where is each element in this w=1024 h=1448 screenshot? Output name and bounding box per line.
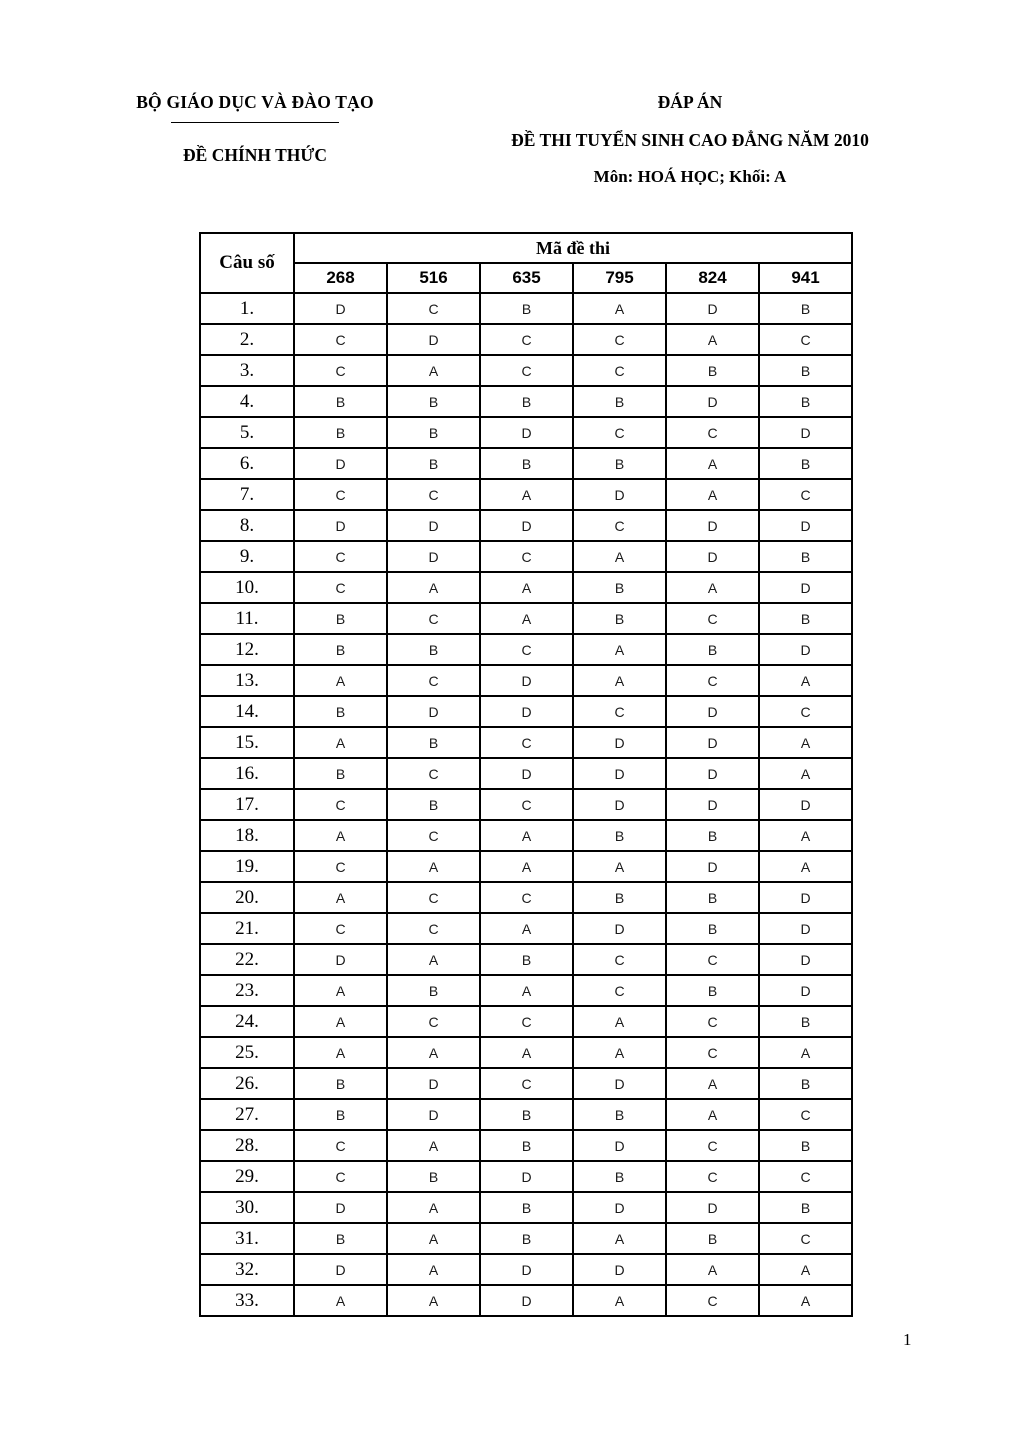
answer-cell: C	[480, 789, 573, 820]
answer-cell: A	[480, 603, 573, 634]
table-row	[200, 386, 852, 417]
answer-cell: B	[759, 1192, 852, 1223]
answer-cell: C	[387, 293, 480, 324]
table-row	[200, 913, 852, 944]
answer-cell: C	[294, 1161, 387, 1192]
answer-cell: D	[294, 293, 387, 324]
answer-cell: D	[573, 1068, 666, 1099]
table-row	[200, 479, 852, 510]
answer-cell: D	[666, 696, 759, 727]
answer-cell: B	[573, 1161, 666, 1192]
question-number: 11.	[200, 603, 294, 634]
answer-cell: D	[387, 324, 480, 355]
answer-cell: C	[759, 1161, 852, 1192]
answer-cell: B	[759, 603, 852, 634]
answer-cell: A	[480, 572, 573, 603]
answer-cell: B	[759, 1130, 852, 1161]
answer-cell: C	[666, 417, 759, 448]
table-row	[200, 882, 852, 913]
answer-cell: D	[387, 1068, 480, 1099]
answer-cell: B	[666, 820, 759, 851]
answer-cell: B	[573, 820, 666, 851]
subject-block-line: Môn: HOÁ HỌC; Khối: A	[593, 167, 787, 186]
table-row	[200, 1192, 852, 1223]
table-row	[200, 665, 852, 696]
answer-cell: B	[759, 448, 852, 479]
answer-cell: C	[759, 696, 852, 727]
answer-cell: C	[480, 634, 573, 665]
question-number: 26.	[200, 1068, 294, 1099]
answer-cell: D	[573, 913, 666, 944]
answer-cell: B	[294, 386, 387, 417]
answer-cell: C	[480, 1068, 573, 1099]
table-row	[200, 975, 852, 1006]
answer-cell: B	[573, 1099, 666, 1130]
answer-cell: C	[666, 1130, 759, 1161]
answer-cell: D	[480, 758, 573, 789]
answer-cell: D	[666, 789, 759, 820]
table-row	[200, 758, 852, 789]
answer-cell: A	[387, 1285, 480, 1316]
table-row	[200, 417, 852, 448]
answer-cell: C	[387, 913, 480, 944]
answer-cell: C	[759, 324, 852, 355]
table-row	[200, 696, 852, 727]
answer-cell: C	[573, 975, 666, 1006]
table-row	[200, 634, 852, 665]
answer-cell: B	[387, 448, 480, 479]
answer-cell: D	[573, 1192, 666, 1223]
question-number: 3.	[200, 355, 294, 386]
answer-cell: D	[666, 851, 759, 882]
ministry-name: BỘ GIÁO DỤC VÀ ĐÀO TẠO	[136, 92, 374, 112]
answer-cell: C	[387, 882, 480, 913]
question-number: 33.	[200, 1285, 294, 1316]
question-number: 10.	[200, 572, 294, 603]
answer-cell: C	[666, 944, 759, 975]
answer-cell: A	[480, 1037, 573, 1068]
table-row	[200, 603, 852, 634]
answer-cell: C	[666, 1037, 759, 1068]
question-number-header: Câu số	[200, 233, 294, 293]
question-number: 24.	[200, 1006, 294, 1037]
answer-cell: A	[666, 1068, 759, 1099]
answer-cell: C	[573, 696, 666, 727]
answer-cell: C	[387, 665, 480, 696]
answer-cell: A	[294, 975, 387, 1006]
answer-cell: A	[387, 1223, 480, 1254]
answer-cell: A	[294, 1285, 387, 1316]
answer-cell: A	[573, 634, 666, 665]
answer-cell: B	[666, 882, 759, 913]
question-number: 14.	[200, 696, 294, 727]
answer-cell: B	[387, 975, 480, 1006]
answer-cell: D	[573, 479, 666, 510]
answer-cell: C	[387, 479, 480, 510]
answer-cell: D	[759, 417, 852, 448]
answer-cell: B	[480, 448, 573, 479]
answer-cell: B	[387, 386, 480, 417]
table-row	[200, 727, 852, 758]
answer-cell: C	[480, 355, 573, 386]
answer-cell: D	[480, 1285, 573, 1316]
answer-cell: A	[759, 1285, 852, 1316]
question-number: 17.	[200, 789, 294, 820]
answer-cell: B	[480, 386, 573, 417]
answer-cell: C	[294, 913, 387, 944]
page-number: 1	[903, 1330, 912, 1349]
answer-cell: C	[480, 882, 573, 913]
answer-cell: D	[480, 1161, 573, 1192]
exam-code-header: 635	[480, 263, 573, 293]
answer-cell: D	[573, 758, 666, 789]
answer-cell: D	[759, 789, 852, 820]
answer-cell: C	[387, 603, 480, 634]
answer-cell: A	[666, 324, 759, 355]
answer-key-table	[199, 232, 853, 1317]
table-row	[200, 1161, 852, 1192]
answer-cell: B	[480, 944, 573, 975]
table-header-row-group	[200, 233, 852, 263]
answer-cell: C	[759, 1099, 852, 1130]
answer-cell: B	[294, 696, 387, 727]
question-number: 22.	[200, 944, 294, 975]
answer-cell: D	[759, 913, 852, 944]
question-number: 15.	[200, 727, 294, 758]
answer-cell: C	[759, 479, 852, 510]
answer-cell: A	[573, 851, 666, 882]
answer-cell: D	[573, 727, 666, 758]
answer-cell: C	[294, 789, 387, 820]
answer-cell: B	[480, 1130, 573, 1161]
answer-cell: C	[759, 1223, 852, 1254]
question-number: 13.	[200, 665, 294, 696]
answer-cell: D	[294, 448, 387, 479]
answer-cell: D	[387, 510, 480, 541]
answer-cell: A	[387, 1130, 480, 1161]
answer-cell: A	[666, 448, 759, 479]
question-number: 28.	[200, 1130, 294, 1161]
answer-cell: D	[573, 1254, 666, 1285]
table-row	[200, 1285, 852, 1316]
answer-cell: C	[573, 355, 666, 386]
answer-cell: B	[294, 603, 387, 634]
question-number: 8.	[200, 510, 294, 541]
answer-cell: A	[387, 572, 480, 603]
answer-cell: C	[573, 417, 666, 448]
answer-cell: D	[666, 510, 759, 541]
answer-cell: B	[294, 1068, 387, 1099]
answer-cell: B	[294, 1099, 387, 1130]
question-number: 7.	[200, 479, 294, 510]
answer-cell: A	[759, 1254, 852, 1285]
table-row	[200, 1254, 852, 1285]
answer-cell: D	[666, 293, 759, 324]
answer-cell: D	[759, 975, 852, 1006]
answer-cell: C	[294, 541, 387, 572]
table-header-row-codes	[200, 263, 852, 293]
answer-cell: B	[480, 293, 573, 324]
table-row	[200, 789, 852, 820]
answer-cell: B	[666, 634, 759, 665]
answer-cell: A	[573, 1223, 666, 1254]
answer-cell: C	[294, 572, 387, 603]
exam-code-header: 824	[666, 263, 759, 293]
answer-cell: B	[387, 789, 480, 820]
answer-cell: B	[387, 634, 480, 665]
answer-cell: C	[573, 510, 666, 541]
answer-cell: B	[294, 1223, 387, 1254]
exam-code-header: 268	[294, 263, 387, 293]
table-row	[200, 541, 852, 572]
answer-cell: C	[294, 324, 387, 355]
answer-cell: B	[759, 541, 852, 572]
answer-cell: C	[480, 324, 573, 355]
answer-cell: A	[759, 665, 852, 696]
question-number: 1.	[200, 293, 294, 324]
table-row	[200, 1068, 852, 1099]
answer-cell: B	[294, 758, 387, 789]
answer-cell: A	[573, 1037, 666, 1068]
answer-cell: A	[759, 820, 852, 851]
answer-cell: B	[294, 634, 387, 665]
table-row	[200, 572, 852, 603]
answer-cell: D	[387, 1099, 480, 1130]
answer-cell: D	[294, 1192, 387, 1223]
answer-cell: A	[294, 820, 387, 851]
answer-cell: A	[759, 1037, 852, 1068]
table-row	[200, 1223, 852, 1254]
question-number: 32.	[200, 1254, 294, 1285]
exam-title: ĐỀ THI TUYỂN SINH CAO ĐẲNG NĂM 2010	[511, 130, 869, 150]
answer-cell: A	[573, 293, 666, 324]
answer-cell: B	[573, 448, 666, 479]
answer-cell: C	[294, 479, 387, 510]
answer-cell: C	[387, 820, 480, 851]
question-number: 6.	[200, 448, 294, 479]
answer-cell: B	[573, 386, 666, 417]
answer-cell: B	[759, 293, 852, 324]
answer-cell: D	[480, 665, 573, 696]
answer-cell: B	[573, 603, 666, 634]
answer-cell: D	[480, 417, 573, 448]
answer-cell: A	[759, 727, 852, 758]
answer-cell: B	[759, 386, 852, 417]
answer-cell: C	[573, 324, 666, 355]
table-row	[200, 1130, 852, 1161]
answer-cell: B	[573, 572, 666, 603]
answer-cell: A	[666, 479, 759, 510]
table-row	[200, 944, 852, 975]
answer-cell: D	[480, 696, 573, 727]
answer-cell: C	[480, 1006, 573, 1037]
answer-cell: B	[480, 1223, 573, 1254]
answer-cell: D	[666, 727, 759, 758]
exam-code-group-header: Mã đề thi	[294, 233, 852, 263]
answer-cell: D	[573, 1130, 666, 1161]
answer-cell: D	[480, 510, 573, 541]
answer-cell: D	[480, 1254, 573, 1285]
header-underline	[171, 122, 339, 123]
answer-cell: B	[666, 1223, 759, 1254]
answer-cell: B	[480, 1192, 573, 1223]
answer-cell: A	[480, 820, 573, 851]
answer-cell: A	[573, 1006, 666, 1037]
answer-cell: A	[573, 665, 666, 696]
answer-cell: A	[387, 1192, 480, 1223]
answer-cell: C	[666, 1285, 759, 1316]
table-row	[200, 448, 852, 479]
answer-cell: D	[294, 944, 387, 975]
answer-cell: C	[387, 1006, 480, 1037]
answer-cell: A	[573, 1285, 666, 1316]
answer-cell: C	[480, 541, 573, 572]
answer-cell: A	[759, 851, 852, 882]
answer-cell: A	[666, 572, 759, 603]
table-row	[200, 293, 852, 324]
question-number: 31.	[200, 1223, 294, 1254]
question-number: 9.	[200, 541, 294, 572]
answer-cell: B	[573, 882, 666, 913]
answer-cell: D	[573, 789, 666, 820]
question-number: 21.	[200, 913, 294, 944]
answer-cell: A	[294, 665, 387, 696]
answer-cell: A	[666, 1099, 759, 1130]
answer-cell: B	[759, 355, 852, 386]
question-number: 29.	[200, 1161, 294, 1192]
table-row	[200, 324, 852, 355]
answer-cell: A	[294, 1006, 387, 1037]
exam-code-header: 516	[387, 263, 480, 293]
table-row	[200, 510, 852, 541]
table-row	[200, 1006, 852, 1037]
answer-cell: B	[387, 1161, 480, 1192]
answer-cell: B	[666, 913, 759, 944]
answer-cell: C	[294, 355, 387, 386]
answer-cell: B	[387, 417, 480, 448]
question-number: 27.	[200, 1099, 294, 1130]
answer-cell: A	[480, 851, 573, 882]
answer-cell: A	[387, 1037, 480, 1068]
answer-cell: C	[294, 1130, 387, 1161]
answer-cell: C	[666, 603, 759, 634]
answer-key-title: ĐÁP ÁN	[657, 92, 723, 112]
answer-cell: A	[294, 1037, 387, 1068]
answer-cell: C	[573, 944, 666, 975]
table-row	[200, 851, 852, 882]
answer-cell: C	[387, 758, 480, 789]
answer-cell: A	[480, 913, 573, 944]
answer-cell: A	[480, 975, 573, 1006]
answer-cell: B	[387, 727, 480, 758]
answer-cell: C	[666, 1161, 759, 1192]
answer-cell: B	[759, 1068, 852, 1099]
table-row	[200, 820, 852, 851]
answer-cell: D	[294, 510, 387, 541]
answer-cell: D	[666, 541, 759, 572]
answer-cell: C	[666, 1006, 759, 1037]
question-number: 20.	[200, 882, 294, 913]
answer-cell: B	[294, 417, 387, 448]
question-number: 16.	[200, 758, 294, 789]
answer-cell: A	[387, 1254, 480, 1285]
official-exam-label: ĐỀ CHÍNH THỨC	[183, 145, 327, 165]
document-header-right	[450, 92, 930, 187]
question-number: 2.	[200, 324, 294, 355]
answer-cell: C	[480, 727, 573, 758]
answer-cell: D	[666, 386, 759, 417]
answer-cell: A	[387, 944, 480, 975]
answer-cell: B	[666, 355, 759, 386]
answer-cell: D	[666, 758, 759, 789]
answer-cell: D	[387, 696, 480, 727]
answer-cell: D	[759, 944, 852, 975]
answer-cell: B	[666, 975, 759, 1006]
answer-cell: A	[387, 355, 480, 386]
answer-cell: A	[387, 851, 480, 882]
question-number: 18.	[200, 820, 294, 851]
question-number: 19.	[200, 851, 294, 882]
answer-cell: D	[759, 510, 852, 541]
question-number: 23.	[200, 975, 294, 1006]
answer-cell: D	[666, 1192, 759, 1223]
answer-cell: A	[294, 882, 387, 913]
question-number: 5.	[200, 417, 294, 448]
answer-cell: A	[294, 727, 387, 758]
answer-cell: A	[573, 541, 666, 572]
table-row	[200, 1099, 852, 1130]
answer-cell: D	[759, 634, 852, 665]
answer-cell: A	[759, 758, 852, 789]
question-number: 30.	[200, 1192, 294, 1223]
answer-cell: C	[666, 665, 759, 696]
answer-cell: D	[294, 1254, 387, 1285]
table-row	[200, 1037, 852, 1068]
question-number: 4.	[200, 386, 294, 417]
answer-cell: D	[759, 882, 852, 913]
answer-cell: D	[759, 572, 852, 603]
answer-cell: B	[759, 1006, 852, 1037]
question-number: 12.	[200, 634, 294, 665]
table-row	[200, 355, 852, 386]
exam-code-header: 941	[759, 263, 852, 293]
question-number: 25.	[200, 1037, 294, 1068]
answer-cell: C	[294, 851, 387, 882]
answer-cell: D	[387, 541, 480, 572]
document-header-left	[90, 92, 420, 166]
answer-cell: A	[480, 479, 573, 510]
answer-cell: B	[480, 1099, 573, 1130]
answer-cell: A	[666, 1254, 759, 1285]
exam-code-header: 795	[573, 263, 666, 293]
